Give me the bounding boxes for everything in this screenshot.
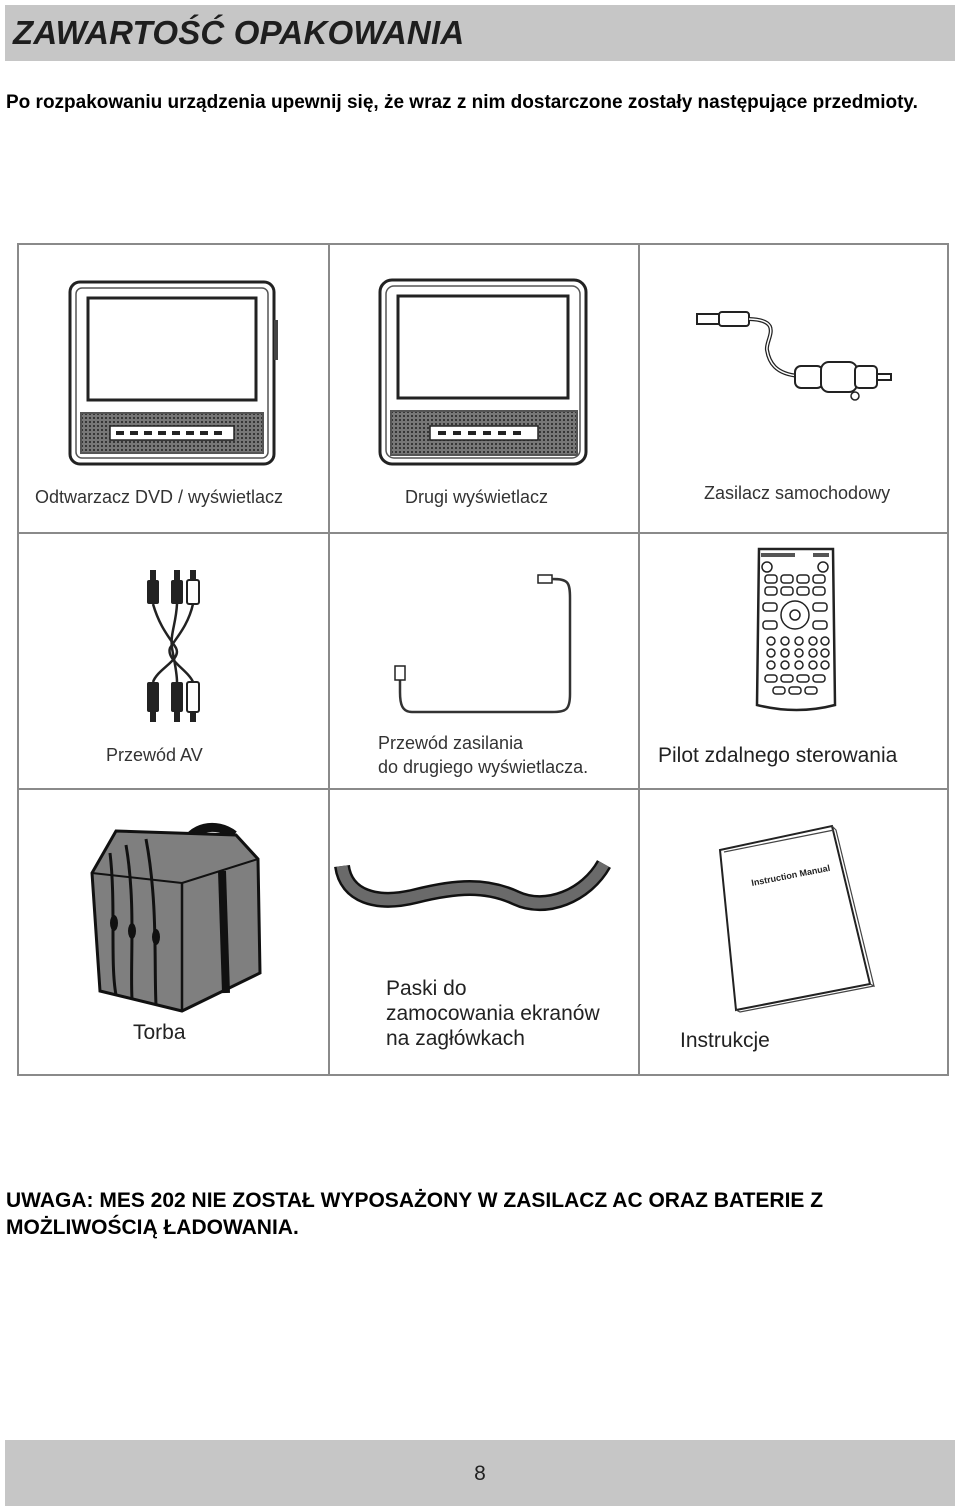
dvd-player-icon <box>68 280 280 470</box>
strap-icon <box>336 856 614 918</box>
item-caption: na zagłówkach <box>386 1027 525 1050</box>
item-caption: Zasilacz samochodowy <box>704 483 891 503</box>
av-cable-icon <box>140 568 206 724</box>
item-caption: Instrukcje <box>680 1029 770 1052</box>
grid-divider <box>17 532 949 534</box>
item-caption: Pilot zdalnego sterowania <box>658 744 898 767</box>
item-caption: Torba <box>133 1021 186 1044</box>
item-caption: Paski do <box>386 977 467 1000</box>
power-cable-icon <box>392 574 582 718</box>
item-caption: zamocowania ekranów <box>386 1002 600 1025</box>
page-number: 8 <box>474 1462 486 1485</box>
intro-text: Po rozpakowaniu urządzenia upewnij się, że wraz z nim dostarczone zostały następujące przedmioty. <box>6 92 918 113</box>
item-caption: Drugi wyświetlacz <box>405 487 549 507</box>
grid-divider <box>17 788 949 790</box>
page-title: ZAWARTOŚĆ OPAKOWANIA <box>13 14 465 51</box>
car-adapter-icon <box>695 300 895 400</box>
item-caption: Odtwarzacz DVD / wyświetlacz <box>35 487 284 507</box>
remote-control-icon <box>753 545 839 715</box>
manual-cover-text: Instruction Manual <box>750 862 831 888</box>
grid-divider <box>328 243 330 1076</box>
item-caption: Przewód zasilania <box>378 733 524 753</box>
bag-icon <box>86 823 266 1013</box>
manual-icon <box>718 824 874 1012</box>
item-caption: Przewód AV <box>106 745 203 765</box>
second-display-icon <box>378 278 592 468</box>
item-caption: do drugiego wyświetlacza. <box>378 757 589 777</box>
warning-note: UWAGA: MES 202 NIE ZOSTAŁ WYPOSAŻONY W ZASILACZ AC ORAZ BATERIE Z MOŻLIWOŚCIĄ ŁADOWANIA. <box>6 1189 824 1239</box>
grid-divider <box>638 243 640 1076</box>
